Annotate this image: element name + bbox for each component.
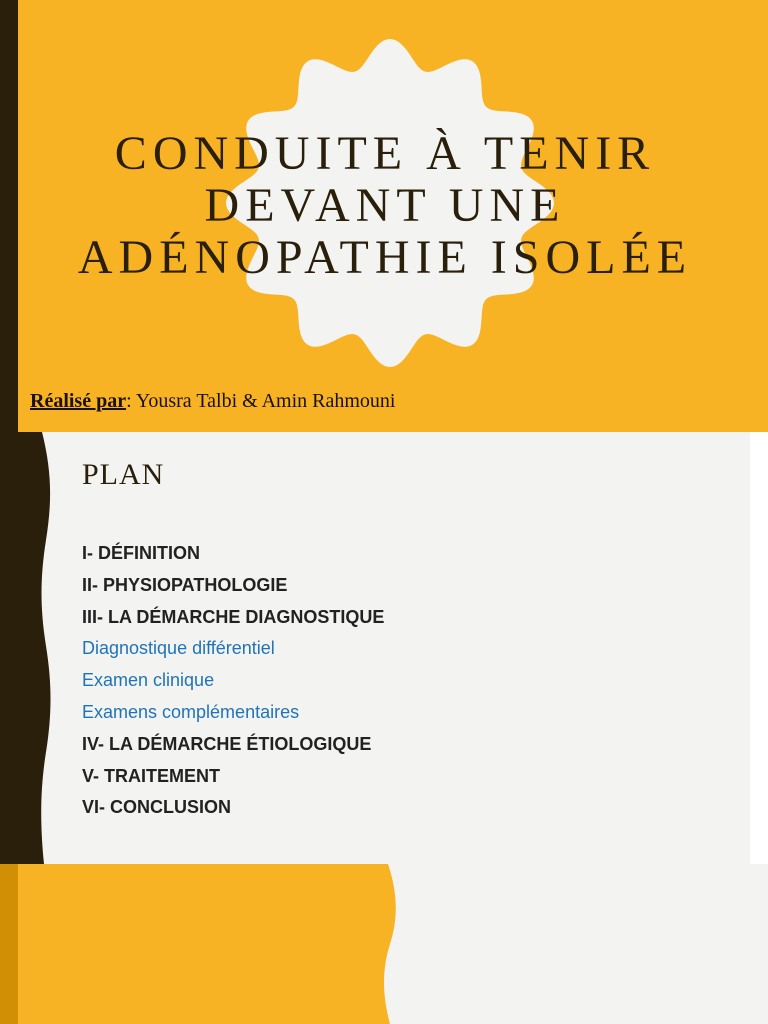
plan-item: I- DÉFINITION xyxy=(82,543,200,563)
left-accent-bar xyxy=(0,0,18,432)
left-accent-bar xyxy=(0,864,18,1024)
author-label: Réalisé par xyxy=(30,390,127,412)
title-line-2: DEVANT UNE xyxy=(204,179,566,232)
title-slide xyxy=(0,0,768,432)
plan-subitem: Examens complémentaires xyxy=(82,701,300,722)
right-wave-panel xyxy=(380,864,768,1024)
plan-subitem: Diagnostique différentiel xyxy=(82,638,275,659)
plan-item: IV- LA DÉMARCHE ÉTIOLOGIQUE xyxy=(82,733,372,754)
plan-slide xyxy=(0,432,768,864)
title-line-1: CONDUITE À TENIR xyxy=(114,127,656,180)
left-wave-band xyxy=(0,432,60,864)
author-names: Yousra Talbi & Amin Rahmouni xyxy=(135,390,396,412)
author-line xyxy=(30,390,395,413)
plan-item: II- PHYSIOPATHOLOGIE xyxy=(82,574,288,595)
slide-title xyxy=(40,128,730,284)
plan-item: VI- CONCLUSION xyxy=(82,797,232,818)
title-line-3: ADÉNOPATHIE ISOLÉE xyxy=(77,231,693,284)
plan-heading: PLAN xyxy=(82,458,165,491)
next-slide-partial xyxy=(0,864,768,1024)
plan-subitem: Examen clinique xyxy=(82,670,215,691)
plan-list xyxy=(82,538,384,824)
plan-item: III- LA DÉMARCHE DIAGNOSTIQUE xyxy=(82,606,385,627)
plan-item: V- TRAITEMENT xyxy=(82,765,220,786)
author-separator: : xyxy=(126,390,136,412)
